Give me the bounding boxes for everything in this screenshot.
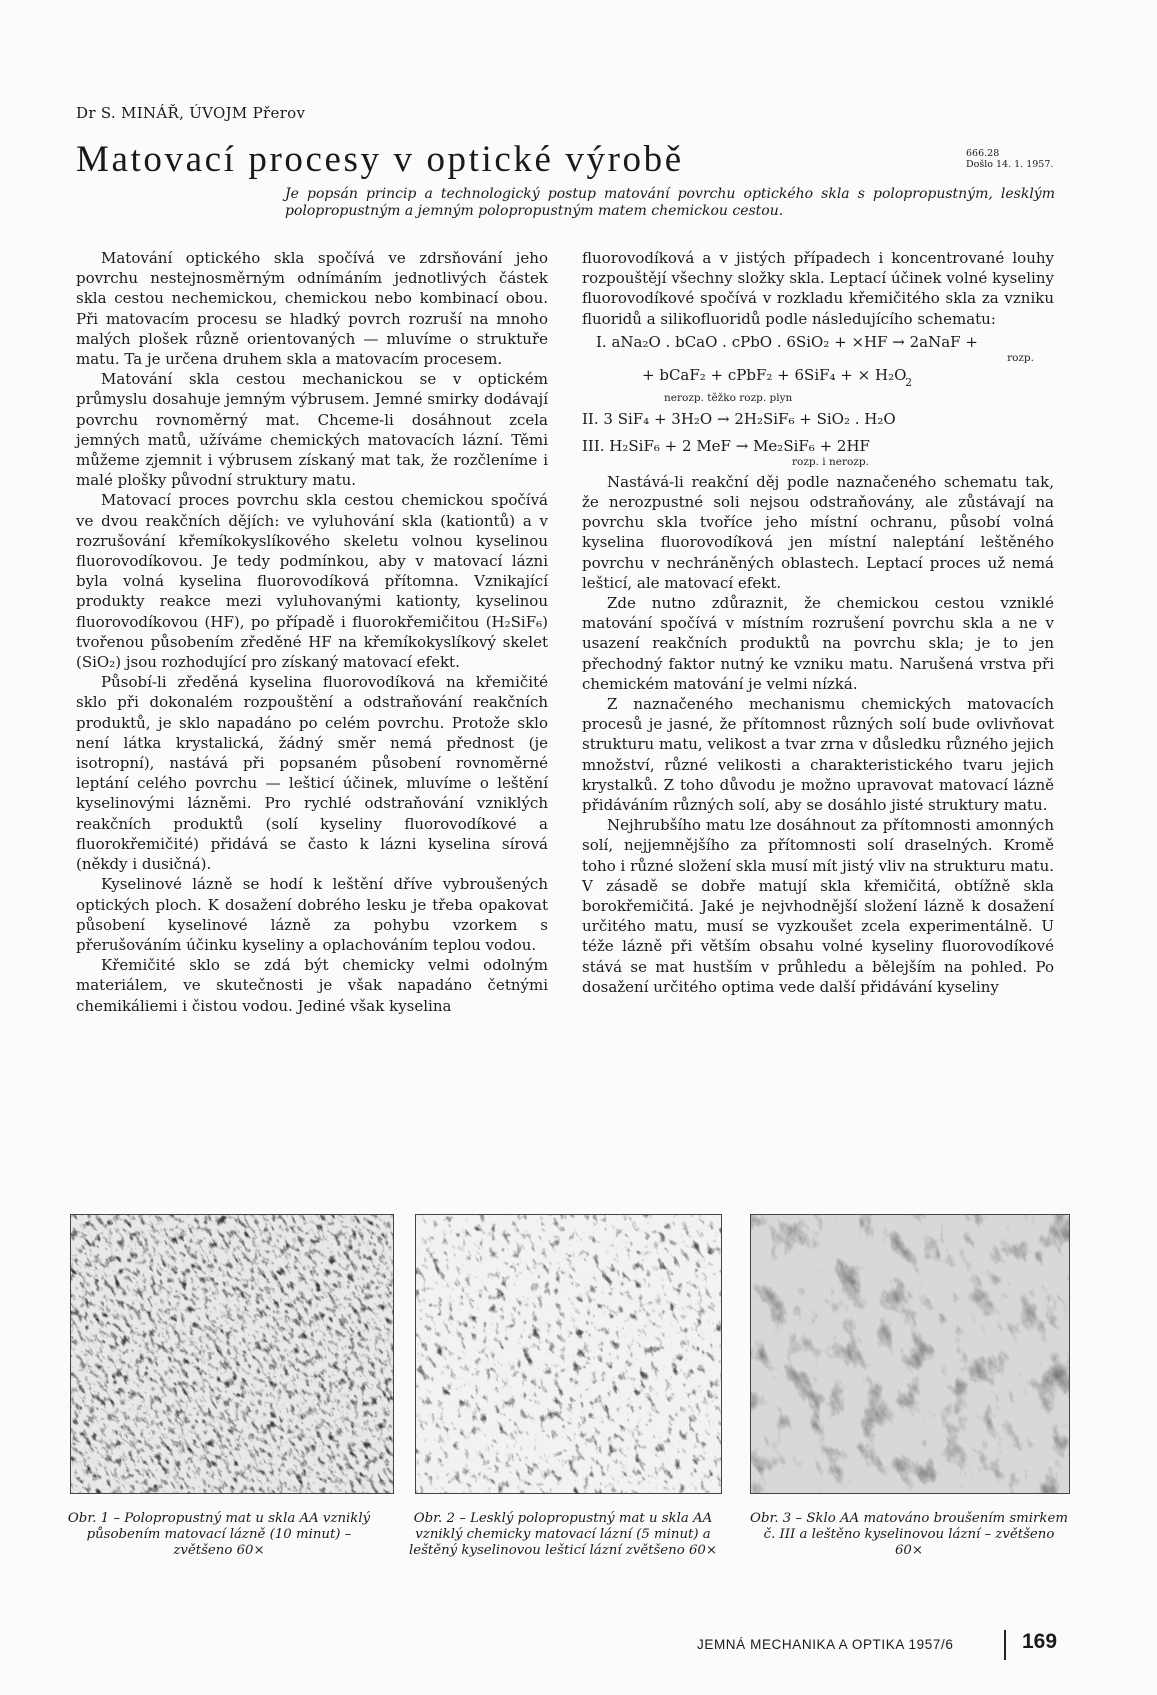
author-line: Dr S. MINÁŘ, ÚVOJM Přerov [76, 104, 306, 122]
equation-1b-note: nerozp. těžko rozp. plyn [664, 391, 793, 404]
micrograph-glossy-mat [416, 1215, 721, 1493]
left-column [76, 248, 548, 1016]
paragraph: Zde nutno zdůraznit, že chemickou cestou vzniklé matování spočívá v místním rozrušení povrchu skla a ne v usazení reakčních produktů na povrchu skla; je to jen přechodný faktor nutný ke vzniku matu. Narušená vrstva při chemickém matování je velmi nízká. [582, 594, 1054, 693]
article-meta [966, 148, 1053, 170]
equation-3: III. H₂SiF₆ + 2 MeF → Me₂SiF₆ + 2HF [582, 436, 870, 455]
article-title: Matovací procesy v optické výrobě [76, 139, 684, 180]
paragraph: Z naznačeného mechanismu chemických matovacích procesů je jasné, že přítomnost různých solí bude ovlivňovat strukturu matu, velikost a tvar zrna v důsledku různého jejich množství, různé velikosti a charakteristického tvaru jejich krystalků. Z toho důvodu je možno upravovat matovací lázně přidáváním různých solí, aby se dosáhlo jisté struktury matu. [582, 695, 1054, 815]
classification-code: 666.28 [966, 148, 1000, 159]
figure-2-micrograph [415, 1214, 722, 1494]
equation-1b-fraction: 2 [905, 375, 913, 389]
paragraph: Matovací proces povrchu skla cestou chemickou spočívá ve dvou reakčních dějích: ve vyluhování skla (kationtů) a v rozrušování křemíkokyslíkového skeletu volnou kyselinou fluorovodíkovou. Je tedy podmínkou, aby v matovací lázni byla volná kyselina fluorovodíková přítomna. Vznikající produkty reakce mezi vyluhovanými kationty, kyselinou fluorovodíkovou (HF), po případě i fluorokřemičitou (H₂SiF₆) tvořenou působením zředěné HF na křemíkokyslíkový skelet (SiO₂) jsou rozhodující pro získaný matovací efekt. [76, 491, 548, 672]
equation-1b [582, 366, 1054, 392]
paragraph: Působí-li zředěná kyselina fluorovodíková na křemičité sklo při dokonalém rozpouštění a odstraňování reakčních produktů, je sklo napadáno po celém povrchu. Protože sklo není látka krystalická, žádný směr nemá přednost (je isotropní), nastává při popsaném působení rovnoměrné leptání celého povrchu — lešticí účinek, mluvíme o leštění kyselinovými lázněmi. Pro rychlé odstraňování vzniklých reakčních produktů (solí kyseliny fluorovodíkové a fluorokřemičité) přidává se často k lázni kyselina sírová (někdy i dusičná). [76, 673, 548, 874]
figure-1-caption: Obr. 1 – Polopropustný mat u skla AA vzniklý působením matovací lázně (10 minut) – zvětšeno 60× [67, 1511, 371, 1558]
figure-1-micrograph [70, 1214, 394, 1494]
figure-row [70, 1214, 1080, 1496]
right-column [582, 248, 1054, 997]
received-date: Došlo 14. 1. 1957. [966, 159, 1054, 170]
page-number: 169 [1022, 1630, 1058, 1653]
micrograph-ground-mat [751, 1215, 1069, 1493]
footer-divider [1004, 1630, 1006, 1660]
journal-footer: JEMNÁ MECHANIKA A OPTIKA 1957/6 [697, 1637, 954, 1652]
equation-1a-note: rozp. [1007, 351, 1034, 364]
figure-3-micrograph [750, 1214, 1070, 1494]
paragraph: fluorovodíková a v jistých případech i koncentrované louhy rozpouštějí všechny složky skla. Leptací účinek volné kyseliny fluorovodíkové spočívá v rozkladu křemičitého skla za vzniku fluoridů a silikofluoridů podle následujícího schematu: [582, 249, 1054, 328]
equation-3-note: rozp. i nerozp. [792, 455, 869, 468]
reaction-scheme [582, 333, 1054, 468]
paragraph: Matování skla cestou mechanickou se v optickém průmyslu dosahuje jemným výbrusem. Jemné smirky dodávají povrchu rovnoměrný mat. Chceme-li dosáhnout zcela jemných matů, užíváme chemických matovacích lázní. Těmi můžeme zjemnit i výbrusem získaný mat tak, že rozčleníme i malé plošky původní struktury matu. [76, 370, 548, 490]
paragraph: Nastává-li reakční děj podle naznačeného schematu tak, že nerozpustné soli nejsou odstraňovány, ale zůstávají na povrchu skla tvoříce jeho místní ochranu, působí volná kyselina fluorovodíková jen místní naleptání leštěného povrchu v nechráněných oblastech. Leptací proces už nemá lešticí, ale matovací efekt. [582, 472, 1054, 592]
paragraph: Křemičité sklo se zdá být chemicky velmi odolným materiálem, ve skutečnosti je však napadáno četnými chemikáliemi i čistou vodou. Jediné však kyselina [76, 956, 548, 1015]
equation-2: II. 3 SiF₄ + 3H₂O → 2H₂SiF₆ + SiO₂ . H₂O [582, 409, 896, 428]
micrograph-fine-mat [71, 1215, 393, 1493]
abstract: Je popsán princip a technologický postup matování povrchu optického skla s polopropustným, lesklým polopropustným a jemným polopropustným matem chemickou cestou. [285, 186, 1055, 219]
paragraph: Kyselinové lázně se hodí k leštění dříve vybroušených optických ploch. K dosažení dobrého lesku je třeba opakovat působení kyselinové lázně za pohybu vzorkem s přerušováním účinku kyseliny a oplachováním teplou vodou. [76, 875, 548, 954]
figure-3-caption: Obr. 3 – Sklo AA matováno broušením smirkem č. III a leštěno kyselinovou lázní – zvětšeno 60× [750, 1511, 1068, 1558]
equation-1b-text: + bCaF₂ + cPbF₂ + 6SiF₄ + × H₂O [642, 365, 907, 384]
paragraph: Nejhrubšího matu lze dosáhnout za přítomnosti amonných solí, nejjemnějšího za přítomnosti solí draselných. Kromě toho i různé složení skla musí mít jistý vliv na strukturu matu. V zásadě se dobře matují skla křemičitá, obtížně skla borokřemičitá. Jaké je nejvhodnější složení lázně k dosažení určitého matu, musí se vyzkoušet zcela experimentálně. U téže lázně při větším obsahu volné kyseliny fluorovodíkové stává se mat hustším v průhledu a bělejším na pohled. Po dosažení určitého optima vede další přidávání kyseliny [582, 816, 1054, 996]
equation-1a: I. aNa₂O . bCaO . cPbO . 6SiO₂ + ×HF → 2aNaF + [596, 332, 978, 351]
paragraph: Matování optického skla spočívá ve zdrsňování jeho povrchu nestejnosměrným odnímáním jednotlivých částek skla cestou nechemickou, chemickou nebo kombinací obou. Při matovacím procesu se hladký povrch rozruší na mnoho malých plošek různě orientovaných — mluvíme o struktuře matu. Ta je určena druhem skla a matovacím procesem. [76, 249, 548, 369]
figure-2-caption: Obr. 2 – Lesklý polopropustný mat u skla AA vzniklý chemicky matovací lázní (5 minut) a leštěný kyselinovou lešticí lázní zvětšeno 60× [408, 1511, 718, 1558]
